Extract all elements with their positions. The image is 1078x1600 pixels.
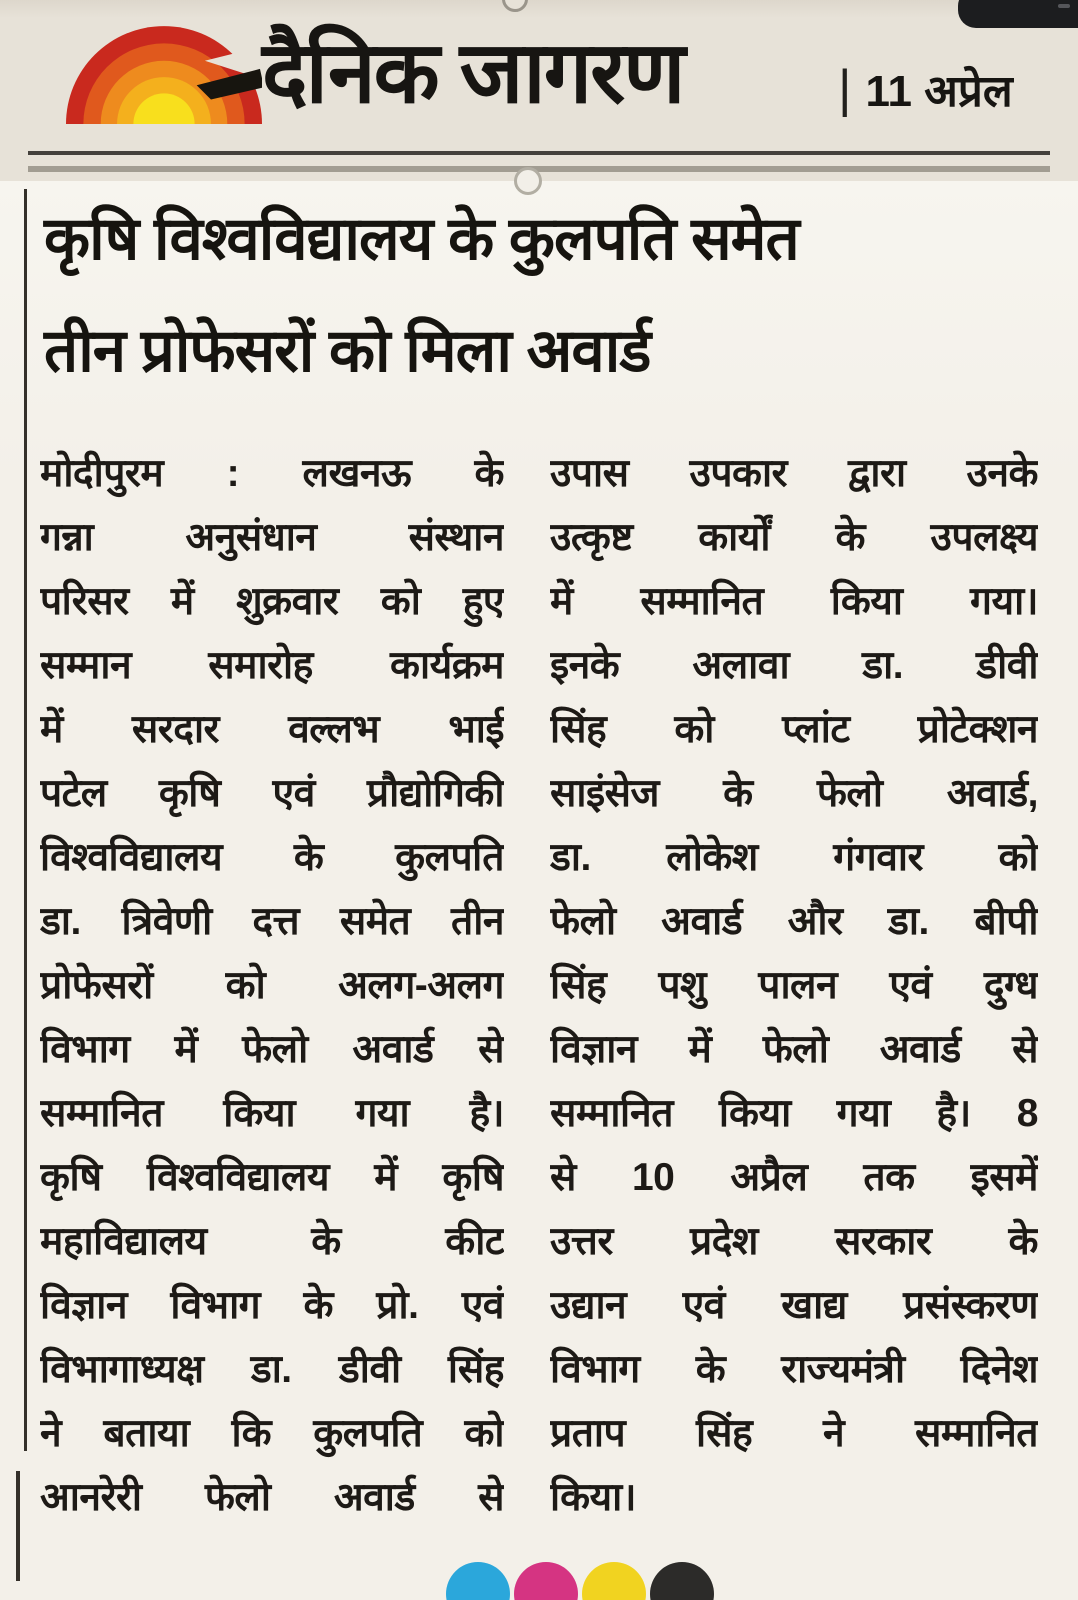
headline — [44, 183, 799, 407]
body-line: डा. लोकेश गंगवार को — [550, 836, 1038, 879]
article — [0, 181, 1078, 1600]
clipping-left-edge — [24, 189, 27, 1451]
body-line: महाविद्यालय के कीट — [40, 1220, 504, 1263]
headline-line-1: कृषि विश्वविद्यालय के कुलपति समेत — [44, 205, 799, 272]
masthead — [0, 0, 1078, 181]
body-line: विज्ञान विभाग के प्रो. एवं — [40, 1284, 504, 1327]
rising-sun-logo-icon — [66, 22, 262, 124]
body-line: सम्मानित किया गया है। 8 — [550, 1092, 1038, 1135]
corner-notch — [1058, 4, 1070, 8]
body-line: विभाग में फेलो अवार्ड से — [40, 1028, 504, 1071]
body-line: ने बताया कि कुलपति को — [40, 1412, 504, 1455]
dateline: मोदीपुरम — [40, 452, 164, 495]
body-line: सिंह पशु पालन एवं दुग्ध — [550, 964, 1038, 1007]
body-line: विभागाध्यक्ष डा. डीवी सिंह — [40, 1348, 504, 1391]
headline-line-2: तीन प्रोफेसरों को मिला अवार्ड — [44, 317, 651, 384]
body-line: उत्कृष्ट कार्यों के उपलक्ष्य — [550, 516, 1038, 559]
color-dot — [514, 1562, 578, 1600]
left-column — [40, 443, 504, 1531]
corner-overlay — [958, 0, 1078, 28]
body-line: सिंह को प्लांट प्रोटेक्शन — [550, 708, 1038, 751]
body-line: सम्मान समारोह कार्यक्रम — [40, 644, 504, 687]
body-line: प्रताप सिंह ने सम्मानित — [550, 1412, 1038, 1455]
separator-bar: | — [838, 60, 852, 118]
body-line: मोदीपुरम : लखनऊ के — [40, 452, 504, 495]
masthead-date-group — [838, 58, 1013, 120]
newspaper-title: दैनिक जागरण — [262, 25, 684, 121]
right-column — [550, 443, 1038, 1531]
color-dot — [582, 1562, 646, 1600]
body-line: से 10 अप्रैल तक इसमें — [550, 1156, 1038, 1199]
body-line: आनरेरी फेलो अवार्ड से — [40, 1476, 504, 1519]
body-line: फेलो अवार्ड और डा. बीपी — [550, 900, 1038, 943]
edition-date: 11 अप्रेल — [865, 67, 1013, 116]
body-line: विज्ञान में फेलो अवार्ड से — [550, 1028, 1038, 1071]
masthead-rule-secondary — [28, 166, 1050, 172]
body-line: सम्मानित किया गया है। — [40, 1092, 504, 1135]
print-registration-marks — [446, 1562, 714, 1600]
body-line: साइंसेज के फेलो अवार्ड, — [550, 772, 1038, 815]
clipping-left-edge-lower — [16, 1471, 20, 1581]
body-line: किया। — [550, 1476, 637, 1519]
color-dot — [446, 1562, 510, 1600]
body-line: उपास उपकार द्वारा उनके — [550, 452, 1038, 495]
body-line: प्रोफेसरों को अलग-अलग — [40, 964, 504, 1007]
body-line: उत्तर प्रदेश सरकार के — [550, 1220, 1038, 1263]
body-line: कृषि विश्वविद्यालय में कृषि — [40, 1156, 504, 1199]
body-line: में सम्मानित किया गया। — [550, 580, 1038, 623]
body-line: गन्ना अनुसंधान संस्थान — [40, 516, 504, 559]
body-line: विश्वविद्यालय के कुलपति — [40, 836, 504, 879]
body-line: इनके अलावा डा. डीवी — [550, 644, 1038, 687]
body-line: में सरदार वल्लभ भाई — [40, 708, 504, 751]
body-line: उद्यान एवं खाद्य प्रसंस्करण — [550, 1284, 1038, 1327]
body-line: परिसर में शुक्रवार को हुए — [40, 580, 504, 623]
body-line: पटेल कृषि एवं प्रौद्योगिकी — [40, 772, 504, 815]
masthead-rule-primary — [28, 151, 1050, 155]
body-line: विभाग के राज्यमंत्री दिनेश — [550, 1348, 1038, 1391]
color-dot — [650, 1562, 714, 1600]
body-line: डा. त्रिवेणी दत्त समेत तीन — [40, 900, 504, 943]
